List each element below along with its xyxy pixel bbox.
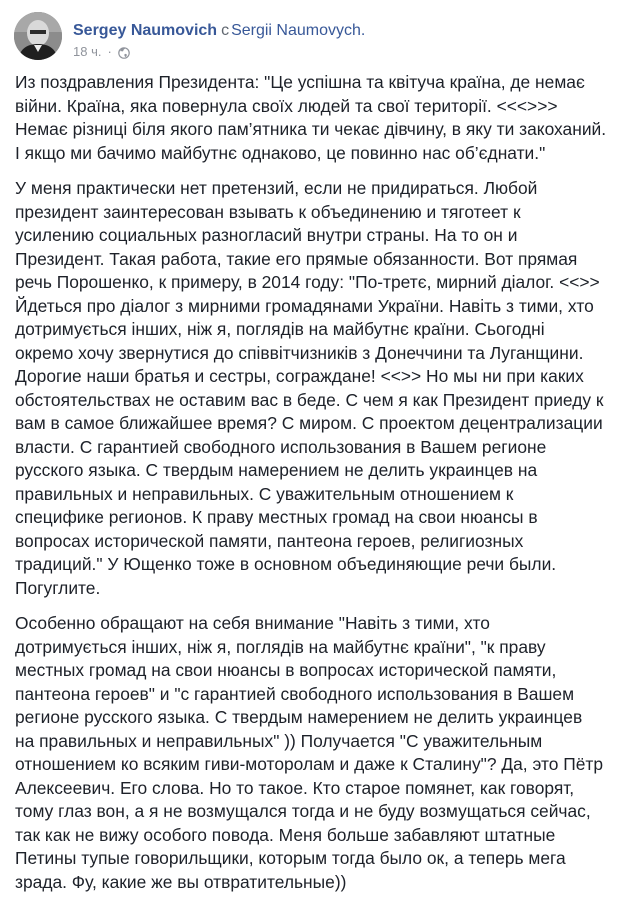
post-body — [15, 71, 615, 906]
meta-separator: · — [107, 44, 112, 59]
post-header — [14, 12, 365, 60]
author-name-link[interactable]: Sergey Naumovich — [73, 22, 218, 39]
coauthor-name-link[interactable]: Sergii Naumovych. — [231, 22, 366, 39]
globe-icon[interactable] — [118, 46, 130, 58]
post-meta — [73, 43, 365, 61]
post-timestamp[interactable]: 18 ч. — [73, 44, 102, 59]
post-paragraph: Особенно обращают на себя внимание "Навіть з тими, хто дотримується інших, ніж я, поглядів на майбутнє країни", "к праву местных громад на свои нюансы в вопросах исторической памяти, пантеона героев" и "с гарантией свободного использования в Вашем регионе русского языка. С твердым намерением не делить украинцев на правильных и неправильных" )) Получается "С уважительным отношением ко всяким гиви-моторолам и даже к Сталину"? Да, это Пётр Алексеевич. Его слова. Но то такое. Кто старое помянет, как говорят, тому глаз вон, а я не возмущался тогда и не буду возмущаться сейчас, так как не вижу особого повода. Меня больше забавляют штатные Петины тупые говорильщики, которым тогда было ок, а теперь мега зрада. Фу, какие же вы отвратительные)) — [15, 613, 604, 892]
header-text — [73, 21, 365, 61]
post-paragraph: Из поздравления Президента: "Це успішна та квітуча країна, де немає війни. Країна, яка повернула своїх людей та свої території. <<<>>> Немає різниці біля якого пам’ятника ти чекає дівчину, в яку ти закоханий. І якщо ми бачимо майбутнє однаково, це повинно нас об’єднати." — [15, 72, 607, 163]
author-connector: с — [221, 22, 230, 39]
author-line — [73, 21, 365, 41]
post-paragraph: У меня практически нет претензий, если не придираться. Любой президент заинтересован взывать к объединению и тяготеет к усилению социальных разногласий внутри страны. На то он и Президент. Такая работа, такие его прямые обязанности. Вот прямая речь Порошенко, к примеру, в 2014 году: "По-третє, мирний діалог. <<>> Йдеться про діалог з мирними громадянами України. Навіть з тими, хто дотримується інших, ніж я, поглядів на майбутнє країни. Сьогодні окремо хочу звернутися до співвітчизників з Донеччини та Луганщини. Дорогие наши братья и сестры, сограждане! <<>> Но мы ни при каких обстоятельствах не оставим вас в беде. С чем я как Президент приеду к вам в самое ближайшее время? С миром. С проектом децентрализации власти. С гарантией свободного использования в Вашем регионе русского языка. С твердым намерением не делить украинцев на правильных и неправильных. С уважительным отношением к специфике регионов. К праву местных громад на свои нюансы в вопросах исторической памяти, пантеона героев, религиозных традиций." У Ющенко тоже в основном объединяющие речи были. Погуглите. — [15, 178, 604, 598]
avatar-photo — [14, 12, 62, 60]
author-avatar[interactable] — [14, 12, 62, 60]
